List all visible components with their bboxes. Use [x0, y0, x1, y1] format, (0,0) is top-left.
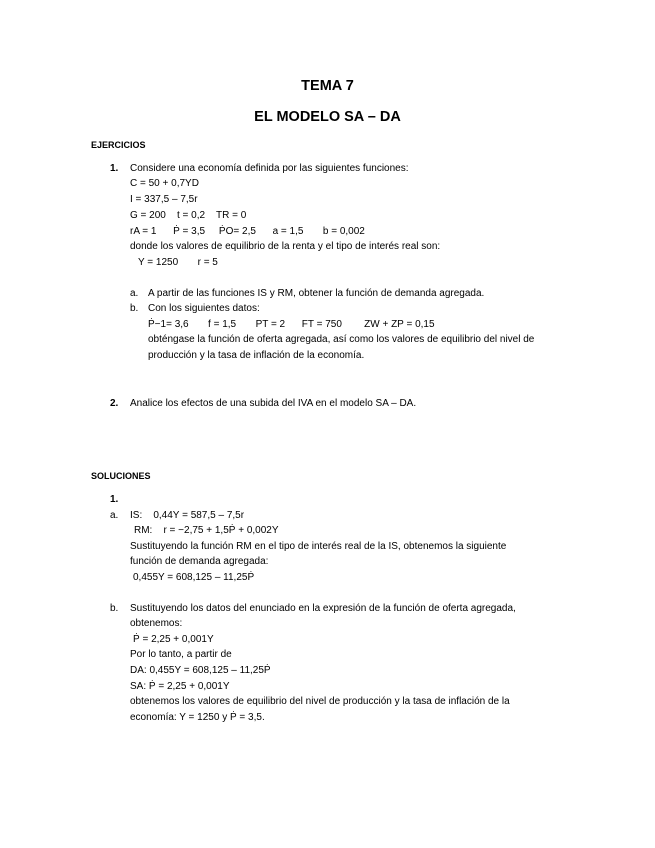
ex1-eq-gasto: G = 200 t = 0,2 TR = 0	[130, 210, 247, 221]
sol1-b-text4: obtenemos los valores de equilibrio del nivel de producción y la tasa de inflación de la	[130, 696, 510, 707]
ex1-b-text2: obténgase la función de oferta agregada, así como los valores de equilibrio del nivel de	[148, 334, 535, 345]
ex1-a-label: a.	[130, 288, 139, 299]
sol1-a-text1: Sustituyendo la función RM en el tipo de interés real de la IS, obtenemos la siguiente	[130, 541, 507, 552]
ex1-equilibrio-text: donde los valores de equilibrio de la renta y el tipo de interés real son:	[130, 241, 441, 252]
sol1-sa-equation: Ṗ = 2,25 + 0,001Y	[133, 634, 214, 645]
sol1-b-result: economía: Y = 1250 y Ṗ = 3,5.	[130, 712, 265, 723]
sol1-b-text2: obtenemos:	[130, 618, 183, 629]
ex1-b-text: Con los siguientes datos:	[148, 303, 260, 314]
sol1-sa-line: SA: Ṗ = 2,25 + 0,001Y	[130, 681, 230, 692]
sol1-b-text3: Por lo tanto, a partir de	[130, 649, 232, 660]
page-subtitle: EL MODELO SA – DA	[254, 109, 401, 125]
ex1-number: 1.	[110, 163, 119, 174]
sol1-b-label: b.	[110, 603, 119, 614]
ex1-b-data: Ṗ−1= 3,6 f = 1,5 PT = 2 FT = 750 ZW + ZP = 0,15	[148, 319, 435, 330]
sol1-b-text1: Sustituyendo los datos del enunciado en la expresión de la función de oferta agregada,	[130, 603, 516, 614]
ex1-equilibrio-values: Y = 1250 r = 5	[138, 257, 218, 268]
ex1-eq-inversion: I = 337,5 – 7,5r	[130, 194, 198, 205]
ejercicios-heading: EJERCICIOS	[91, 140, 146, 150]
sol1-da-line: DA: 0,455Y = 608,125 – 11,25Ṗ	[130, 665, 271, 676]
sol1-da-equation: 0,455Y = 608,125 – 11,25Ṗ	[133, 572, 255, 583]
sol1-a-text2: función de demanda agregada:	[130, 556, 269, 567]
sol1-is-equation: IS: 0,44Y = 587,5 – 7,5r	[130, 510, 245, 521]
ex1-eq-parametros: rA = 1 Ṗ = 3,5 ṖO= 2,5 a = 1,5 b = 0,002	[130, 226, 365, 237]
ex1-b-label: b.	[130, 303, 139, 314]
ex1-a-text: A partir de las funciones IS y RM, obtener la función de demanda agregada.	[148, 288, 485, 299]
sol1-rm-equation: RM: r = −2,75 + 1,5Ṗ + 0,002Y	[134, 525, 279, 536]
ex2-text: Analice los efectos de una subida del IVA en el modelo SA – DA.	[130, 398, 417, 409]
soluciones-heading: SOLUCIONES	[91, 471, 151, 481]
ex1-b-text3: producción y la tasa de inflación de la economía.	[148, 350, 365, 361]
sol1-number: 1.	[110, 494, 119, 505]
ex1-intro: Considere una economía definida por las siguientes funciones:	[130, 163, 409, 174]
page-title: TEMA 7	[301, 78, 354, 94]
ex2-number: 2.	[110, 398, 119, 409]
sol1-a-label: a.	[110, 510, 119, 521]
ex1-eq-consumo: C = 50 + 0,7YD	[130, 178, 199, 189]
